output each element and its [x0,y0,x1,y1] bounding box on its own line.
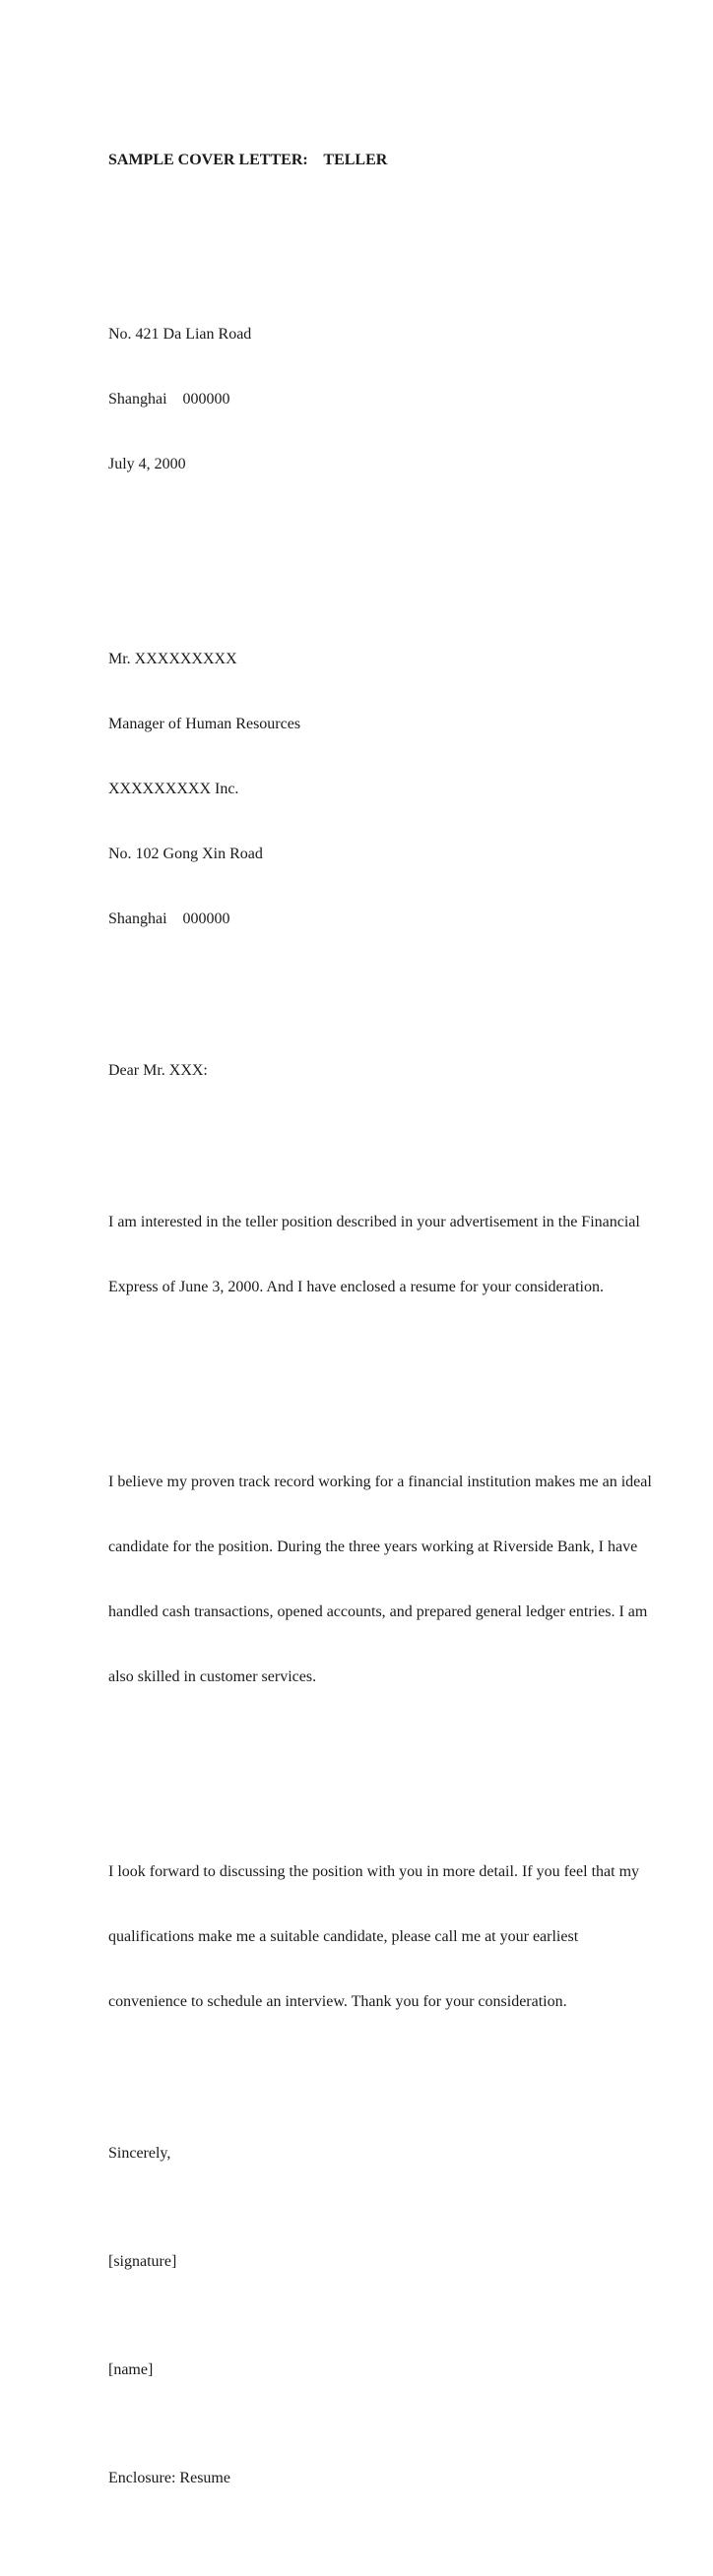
signature-placeholder: [signature] [108,2253,177,2270]
recipient-name-line: Mr. XXXXXXXXX [108,651,237,667]
paragraph-line: Express of June 3, 2000. And I have enclosed a resume for your consideration. [108,1279,604,1295]
paragraph-line: candidate for the position. During the three years working at Riverside Bank, I have [108,1539,638,1555]
sender-address-line: Shanghai 000000 [108,391,230,408]
paragraph-line: also skilled in customer services. [108,1668,317,1685]
sender-address-block [108,281,699,519]
recipient-address-line: Shanghai 000000 [108,911,230,927]
body-paragraph-2 [108,1428,699,1731]
paragraph-line: convenience to schedule an interview. Thank you for your consideration. [108,1993,567,2010]
closing-sincerely: Sincerely, [108,2145,171,2162]
paragraph-line: handled cash transactions, opened accounts, and prepared general ledger entries. I am [108,1603,648,1620]
body-paragraph-3 [108,1818,699,2056]
enclosure-note: Enclosure: Resume [108,2470,230,2486]
page-title: SAMPLE COVER LETTER: TELLER [108,152,388,168]
letter-date-line: July 4, 2000 [108,456,186,472]
salutation: Dear Mr. XXX: [108,1062,208,1079]
recipient-title-line: Manager of Human Resources [108,716,301,732]
cover-letter [108,85,699,2576]
paragraph-line: I look forward to discussing the position with you in more detail. If you feel that my [108,1863,640,1880]
recipient-address-line: No. 102 Gong Xin Road [108,846,263,862]
paragraph-line: I am interested in the teller position described in your advertisement in the Financial [108,1214,640,1230]
recipient-company-line: XXXXXXXXX Inc. [108,781,239,797]
paragraph-line: qualifications make me a suitable candidate, please call me at your earliest [108,1928,579,1945]
recipient-address-block [108,605,699,974]
name-placeholder: [name] [108,2361,154,2378]
paragraph-line: I believe my proven track record working for a financial institution makes me an ideal [108,1474,652,1490]
sender-address-line: No. 421 Da Lian Road [108,326,252,343]
body-paragraph-1 [108,1168,699,1342]
